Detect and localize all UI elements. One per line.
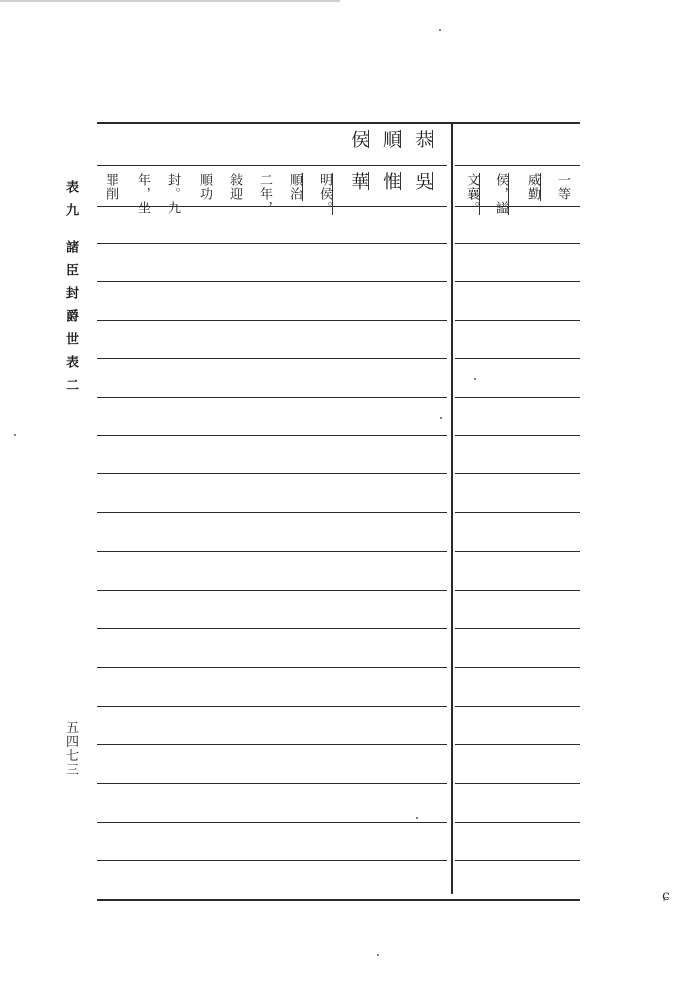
scan-mark-icon: ɕ	[662, 888, 670, 904]
table-rule	[455, 822, 580, 823]
table-rule	[97, 243, 447, 244]
table-rule	[97, 822, 447, 823]
right-col-title: 威勤	[525, 173, 540, 201]
right-col-rank: 一等	[555, 173, 570, 201]
table-rule	[97, 744, 447, 745]
table-rule	[455, 551, 580, 552]
entry-line-2: 順治	[287, 173, 302, 201]
table-rule	[97, 860, 447, 861]
running-title: 表九	[63, 180, 78, 226]
scan-speck	[14, 434, 16, 436]
table-rule	[455, 590, 580, 591]
table-rule	[455, 512, 580, 513]
page-number-digit: 三	[66, 763, 80, 778]
table-rule	[455, 435, 580, 436]
table-rule	[97, 706, 447, 707]
table-divider	[451, 124, 453, 894]
scan-speck	[440, 417, 442, 419]
table-rule	[97, 551, 447, 552]
scan-speck	[439, 29, 441, 31]
entry-line-3: 二年，	[257, 173, 272, 215]
table-rule	[97, 899, 580, 901]
entry-line-5: 順功	[197, 173, 212, 201]
table-rule	[97, 281, 447, 282]
table-rule	[455, 243, 580, 244]
table-rule	[455, 397, 580, 398]
entry-line-7: 年，坐	[135, 173, 150, 215]
scan-speck	[416, 817, 418, 819]
table-rule	[455, 628, 580, 629]
table-rule	[97, 397, 447, 398]
scan-edge	[0, 0, 340, 2]
table-rule	[455, 358, 580, 359]
table-rule	[97, 165, 447, 166]
table-rule	[455, 281, 580, 282]
page-number-digit: 七	[66, 749, 80, 764]
table-rule	[455, 783, 580, 784]
section-title: 諸臣封爵世表二	[63, 240, 78, 401]
table-rule	[455, 473, 580, 474]
title-char-2: 順	[380, 130, 401, 148]
table-rule	[455, 667, 580, 668]
person-name-3: 華	[348, 172, 369, 190]
entry-line-1: 明侯。	[317, 173, 332, 215]
title-char-3: 侯	[348, 130, 369, 148]
table-rule	[97, 473, 447, 474]
table-rule	[97, 358, 447, 359]
table-rule	[455, 860, 580, 861]
table-rule	[97, 783, 447, 784]
person-name-2: 惟	[380, 172, 401, 190]
table-rule	[97, 512, 447, 513]
table-rule	[97, 320, 447, 321]
table-rule	[455, 165, 580, 166]
table-rule	[97, 435, 447, 436]
scan-speck	[474, 378, 476, 380]
right-col-name: 文襄。	[464, 173, 479, 215]
table-rule	[455, 320, 580, 321]
title-char-1: 恭	[412, 130, 433, 148]
table-rule	[97, 667, 447, 668]
table-rule	[455, 744, 580, 745]
page-number	[66, 722, 80, 778]
right-col-posthumous: 侯，謚	[493, 173, 508, 215]
page-number-digit: 四	[66, 735, 80, 750]
person-name-1: 吳	[412, 172, 433, 190]
scan-speck	[377, 954, 379, 956]
entry-line-4: 敍迎	[227, 173, 242, 201]
page-number-digit: 五	[66, 721, 80, 736]
table-rule	[97, 628, 447, 629]
table-rule	[97, 590, 447, 591]
entry-line-8: 罪削	[103, 173, 118, 201]
table-rule	[97, 122, 580, 124]
page-number-digits	[66, 722, 80, 778]
entry-line-6: 封。九	[165, 173, 180, 215]
table-rule	[455, 706, 580, 707]
